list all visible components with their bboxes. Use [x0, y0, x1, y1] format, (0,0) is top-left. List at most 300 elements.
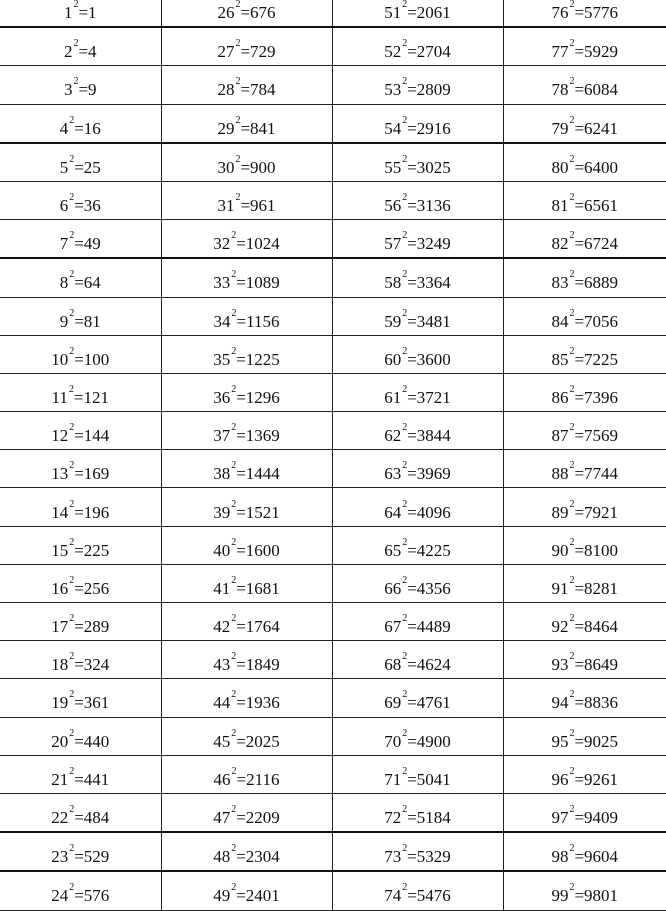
exponent: 2 [69, 727, 75, 739]
base-number: 23 [51, 847, 69, 867]
base-number: 54 [384, 118, 402, 138]
square-result: 4096 [416, 502, 451, 522]
square-result: 7921 [584, 502, 619, 522]
exponent: 2 [68, 383, 74, 395]
square-expression [213, 804, 280, 828]
equals-sign: = [574, 578, 585, 598]
square-expression [51, 843, 110, 867]
square-cell [161, 412, 332, 450]
square-result: 841 [250, 118, 276, 138]
square-expression [384, 192, 451, 216]
square-result: 169 [83, 464, 110, 484]
square-expression [217, 38, 276, 62]
square-cell [0, 603, 161, 641]
square-expression [213, 536, 280, 560]
equals-sign: = [574, 540, 585, 560]
equals-sign: = [407, 80, 417, 100]
square-expression [51, 383, 109, 407]
square-cell [161, 755, 332, 793]
square-cell [0, 488, 161, 526]
base-number: 60 [384, 349, 402, 369]
square-result: 196 [83, 502, 110, 522]
table-row [0, 603, 666, 641]
square-expression [213, 651, 280, 675]
exponent: 2 [402, 727, 408, 739]
square-result: 225 [83, 540, 110, 560]
square-expression [551, 613, 619, 637]
square-result: 1369 [245, 426, 280, 446]
exponent: 2 [235, 0, 241, 11]
exponent: 2 [73, 0, 79, 11]
square-result: 3025 [416, 157, 451, 177]
equals-sign: = [574, 273, 585, 293]
base-number: 70 [384, 731, 402, 751]
square-expression [384, 574, 451, 598]
equals-sign: = [74, 617, 84, 637]
square-expression [213, 460, 280, 484]
square-expression [213, 574, 280, 598]
equals-sign: = [74, 731, 84, 751]
square-result: 8281 [584, 578, 619, 598]
equals-sign: = [407, 42, 417, 62]
equals-sign: = [574, 502, 585, 522]
square-result: 4 [88, 42, 97, 62]
square-expression [551, 422, 619, 446]
square-expression [551, 153, 619, 177]
square-result: 7396 [584, 387, 619, 407]
exponent: 2 [231, 269, 237, 281]
table-row [0, 832, 666, 871]
equals-sign: = [240, 80, 251, 100]
square-result: 1296 [245, 387, 280, 407]
square-cell [503, 0, 666, 27]
equals-sign: = [78, 80, 89, 100]
square-expression [384, 153, 451, 177]
equals-sign: = [407, 808, 417, 828]
square-result: 16 [83, 118, 101, 138]
square-result: 5929 [584, 42, 619, 62]
base-number: 62 [384, 426, 402, 446]
square-cell [503, 450, 666, 488]
exponent: 2 [69, 536, 75, 548]
square-result: 1936 [245, 693, 280, 713]
base-number: 40 [213, 540, 231, 560]
base-number: 49 [213, 886, 231, 906]
square-cell [0, 220, 161, 259]
square-result: 3844 [416, 426, 451, 446]
equals-sign: = [407, 769, 417, 789]
square-expression [551, 345, 619, 369]
table-row [0, 679, 666, 717]
equals-sign: = [236, 655, 246, 675]
exponent: 2 [402, 498, 408, 510]
square-cell [332, 679, 503, 717]
equals-sign: = [78, 42, 89, 62]
base-number: 76 [551, 3, 569, 23]
equals-sign: = [407, 311, 417, 331]
base-number: 30 [217, 157, 235, 177]
exponent: 2 [569, 230, 575, 242]
table-row [0, 526, 666, 564]
exponent: 2 [69, 114, 75, 126]
exponent: 2 [402, 230, 408, 242]
square-result: 6400 [584, 157, 619, 177]
base-number: 5 [59, 157, 69, 177]
base-number: 31 [217, 196, 235, 216]
square-cell [0, 717, 161, 755]
equals-sign: = [407, 617, 417, 637]
square-expression [551, 651, 619, 675]
exponent: 2 [402, 345, 408, 357]
square-result: 1 [88, 3, 97, 23]
exponent: 2 [231, 727, 237, 739]
base-number: 69 [384, 693, 402, 713]
square-result: 361 [83, 693, 110, 713]
exponent: 2 [69, 651, 75, 663]
equals-sign: = [574, 617, 585, 637]
exponent: 2 [569, 38, 575, 50]
base-number: 34 [213, 311, 231, 331]
square-expression [59, 230, 101, 254]
square-result: 1225 [245, 349, 280, 369]
exponent: 2 [402, 269, 408, 281]
square-expression [63, 76, 97, 100]
square-cell [0, 181, 161, 219]
equals-sign: = [236, 426, 246, 446]
square-result: 9 [88, 80, 97, 100]
equals-sign: = [74, 426, 84, 446]
square-cell [161, 220, 332, 259]
base-number: 45 [213, 731, 231, 751]
exponent: 2 [235, 114, 241, 126]
equals-sign: = [74, 273, 84, 293]
square-result: 9604 [584, 847, 619, 867]
table-row [0, 373, 666, 411]
equals-sign: = [240, 118, 251, 138]
equals-sign: = [574, 157, 585, 177]
square-result: 4489 [416, 617, 451, 637]
square-cell [0, 871, 161, 910]
square-result: 3600 [416, 349, 451, 369]
square-expression [51, 727, 110, 751]
square-result: 5041 [416, 769, 451, 789]
square-expression [551, 804, 619, 828]
square-cell [332, 564, 503, 602]
equals-sign: = [236, 502, 246, 522]
exponent: 2 [402, 460, 408, 472]
square-cell [161, 143, 332, 182]
square-expression [213, 345, 280, 369]
table-row [0, 143, 666, 182]
equals-sign: = [407, 234, 417, 254]
square-result: 6084 [584, 80, 619, 100]
base-number: 14 [51, 502, 69, 522]
square-result: 6889 [584, 273, 619, 293]
base-number: 73 [384, 847, 402, 867]
exponent: 2 [569, 76, 575, 88]
equals-sign: = [407, 847, 417, 867]
base-number: 91 [551, 578, 569, 598]
square-result: 440 [83, 731, 110, 751]
base-number: 87 [551, 426, 569, 446]
exponent: 2 [69, 765, 75, 777]
table-row [0, 27, 666, 66]
square-result: 1521 [245, 502, 280, 522]
square-cell [161, 871, 332, 910]
square-expression [51, 613, 110, 637]
square-expression [551, 307, 619, 331]
base-number: 36 [213, 387, 231, 407]
square-expression [551, 230, 619, 254]
base-number: 98 [551, 847, 569, 867]
exponent: 2 [69, 269, 75, 281]
square-result: 6724 [584, 234, 619, 254]
equals-sign: = [74, 693, 84, 713]
base-number: 59 [384, 311, 402, 331]
square-cell [503, 412, 666, 450]
equals-sign: = [574, 3, 585, 23]
square-result: 529 [83, 847, 110, 867]
base-number: 21 [51, 769, 69, 789]
equals-sign: = [74, 196, 84, 216]
equals-sign: = [240, 42, 251, 62]
square-expression [384, 498, 451, 522]
exponent: 2 [231, 460, 237, 472]
exponent: 2 [231, 345, 237, 357]
square-expression [384, 345, 451, 369]
equals-sign: = [74, 847, 84, 867]
square-cell [161, 717, 332, 755]
square-result: 2809 [416, 80, 451, 100]
equals-sign: = [574, 349, 585, 369]
square-expression [51, 882, 110, 906]
square-expression [213, 230, 280, 254]
exponent: 2 [69, 153, 75, 165]
base-number: 52 [384, 42, 402, 62]
base-number: 95 [551, 731, 569, 751]
exponent: 2 [69, 498, 75, 510]
square-cell [0, 66, 161, 104]
square-cell [161, 258, 332, 297]
base-number: 11 [51, 387, 68, 407]
exponent: 2 [231, 804, 237, 816]
exponent: 2 [402, 613, 408, 625]
square-cell [0, 450, 161, 488]
square-expression [217, 153, 276, 177]
square-cell [503, 181, 666, 219]
square-cell [503, 297, 666, 335]
square-cell [0, 373, 161, 411]
square-cell [161, 66, 332, 104]
equals-sign: = [74, 349, 84, 369]
square-cell [503, 143, 666, 182]
square-cell [503, 679, 666, 717]
base-number: 12 [51, 426, 69, 446]
square-cell [161, 373, 332, 411]
exponent: 2 [402, 307, 408, 319]
equals-sign: = [236, 273, 246, 293]
equals-sign: = [574, 80, 585, 100]
exponent: 2 [569, 536, 575, 548]
equals-sign: = [574, 196, 585, 216]
exponent: 2 [569, 498, 575, 510]
base-number: 22 [51, 808, 69, 828]
square-cell [332, 832, 503, 871]
base-number: 97 [551, 808, 569, 828]
table-row [0, 258, 666, 297]
square-result: 1681 [245, 578, 280, 598]
equals-sign: = [407, 196, 417, 216]
square-cell [332, 871, 503, 910]
exponent: 2 [231, 230, 237, 242]
square-expression [51, 765, 110, 789]
square-expression [51, 689, 110, 713]
square-result: 5184 [416, 808, 451, 828]
square-expression [59, 153, 101, 177]
base-number: 77 [551, 42, 569, 62]
exponent: 2 [231, 498, 237, 510]
base-number: 35 [213, 349, 231, 369]
square-cell [332, 526, 503, 564]
exponent: 2 [569, 307, 575, 319]
equals-sign: = [74, 655, 84, 675]
equals-sign: = [407, 502, 417, 522]
equals-sign: = [407, 693, 417, 713]
equals-sign: = [240, 196, 251, 216]
square-result: 4900 [416, 731, 451, 751]
exponent: 2 [569, 0, 575, 11]
square-cell [0, 143, 161, 182]
base-number: 51 [384, 3, 402, 23]
exponent: 2 [569, 727, 575, 739]
base-number: 55 [384, 157, 402, 177]
square-cell [332, 450, 503, 488]
square-cell [332, 755, 503, 793]
square-result: 441 [83, 769, 110, 789]
square-cell [332, 603, 503, 641]
base-number: 90 [551, 540, 569, 560]
base-number: 41 [213, 578, 231, 598]
square-expression [551, 114, 619, 138]
square-expression [384, 422, 451, 446]
equals-sign: = [74, 769, 84, 789]
base-number: 81 [551, 196, 569, 216]
square-result: 36 [83, 196, 101, 216]
equals-sign: = [407, 655, 417, 675]
square-expression [551, 0, 619, 23]
base-number: 80 [551, 157, 569, 177]
square-result: 100 [83, 349, 110, 369]
square-expression [59, 269, 101, 293]
square-cell [332, 412, 503, 450]
base-number: 38 [213, 464, 231, 484]
square-result: 2704 [416, 42, 451, 62]
exponent: 2 [402, 192, 408, 204]
square-cell [503, 373, 666, 411]
table-row [0, 641, 666, 679]
square-expression [551, 498, 619, 522]
square-expression [213, 689, 280, 713]
table-row [0, 220, 666, 259]
equals-sign: = [574, 234, 585, 254]
equals-sign: = [236, 617, 246, 637]
equals-sign: = [407, 426, 417, 446]
equals-sign: = [236, 886, 246, 906]
base-number: 26 [217, 3, 235, 23]
square-cell [161, 793, 332, 832]
square-expression [384, 76, 451, 100]
table-row [0, 755, 666, 793]
square-expression [384, 0, 451, 23]
exponent: 2 [569, 345, 575, 357]
base-number: 20 [51, 731, 69, 751]
square-cell [332, 181, 503, 219]
base-number: 28 [217, 80, 235, 100]
base-number: 33 [213, 273, 231, 293]
equals-sign: = [574, 693, 585, 713]
equals-sign: = [74, 311, 84, 331]
exponent: 2 [569, 269, 575, 281]
square-cell [503, 66, 666, 104]
square-cell [0, 412, 161, 450]
square-cell [503, 832, 666, 871]
exponent: 2 [231, 689, 237, 701]
square-result: 49 [83, 234, 101, 254]
square-result: 25 [83, 157, 101, 177]
square-cell [332, 66, 503, 104]
exponent: 2 [69, 804, 75, 816]
equals-sign: = [236, 349, 246, 369]
square-expression [51, 460, 110, 484]
square-result: 121 [83, 387, 109, 407]
square-result: 7225 [584, 349, 619, 369]
square-result: 3249 [416, 234, 451, 254]
square-result: 9261 [584, 769, 619, 789]
base-number: 89 [551, 502, 569, 522]
exponent: 2 [231, 882, 237, 894]
square-cell [161, 297, 332, 335]
square-cell [503, 488, 666, 526]
equals-sign: = [407, 349, 417, 369]
exponent: 2 [69, 613, 75, 625]
exponent: 2 [402, 882, 408, 894]
square-expression [384, 38, 451, 62]
base-number: 7 [59, 234, 69, 254]
exponent: 2 [235, 76, 241, 88]
exponent: 2 [569, 422, 575, 434]
square-result: 2209 [245, 808, 280, 828]
base-number: 65 [384, 540, 402, 560]
square-cell [0, 793, 161, 832]
square-result: 8464 [584, 617, 619, 637]
square-expression [51, 498, 110, 522]
square-cell [332, 717, 503, 755]
square-result: 289 [83, 617, 110, 637]
base-number: 66 [384, 578, 402, 598]
square-result: 7569 [584, 426, 619, 446]
equals-sign: = [574, 387, 585, 407]
square-cell [332, 793, 503, 832]
square-result: 1089 [245, 273, 280, 293]
square-result: 1849 [245, 655, 280, 675]
square-cell [332, 641, 503, 679]
square-result: 784 [250, 80, 276, 100]
table-row [0, 335, 666, 373]
square-result: 1600 [245, 540, 280, 560]
square-cell [0, 258, 161, 297]
equals-sign: = [407, 387, 417, 407]
base-number: 79 [551, 118, 569, 138]
